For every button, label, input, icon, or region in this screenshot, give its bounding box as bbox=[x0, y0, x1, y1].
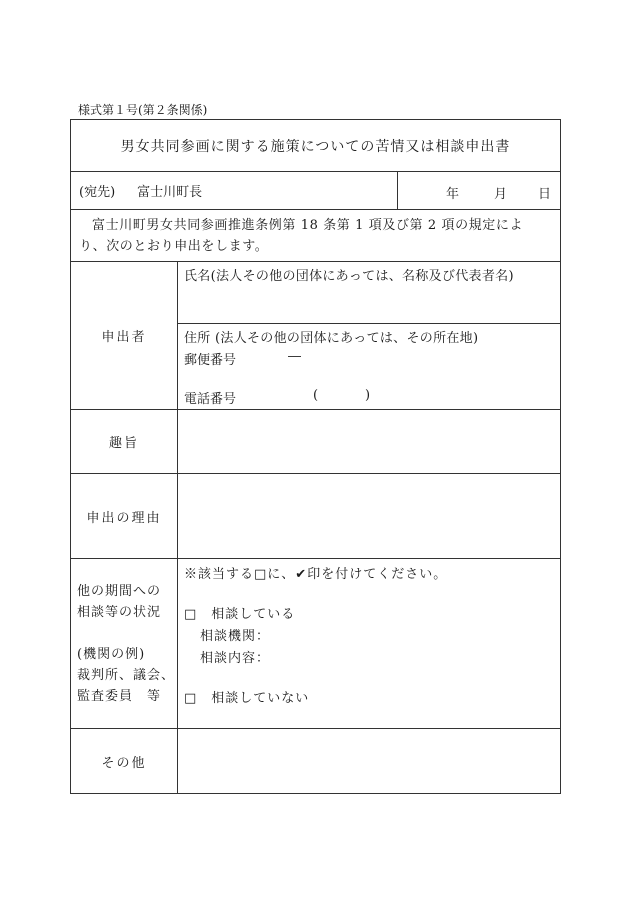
applicant-label-cell bbox=[71, 262, 178, 409]
date-month-label: 月 bbox=[494, 187, 508, 202]
phone-paren-open: ( bbox=[313, 388, 319, 403]
other-agency-field bbox=[178, 559, 560, 728]
consulting-agency-field[interactable]: 相談機関： bbox=[200, 629, 271, 644]
applicant-label: 申出者 bbox=[101, 330, 147, 345]
applicant-name-field[interactable] bbox=[178, 262, 560, 324]
agency-example-line-2: 裁判所、議会、 bbox=[77, 668, 176, 683]
not-consulting-checkbox-option[interactable]: □ 相談していない bbox=[184, 691, 310, 706]
purpose-label-cell bbox=[71, 410, 178, 473]
form-title-row bbox=[71, 120, 560, 172]
misc-field[interactable] bbox=[178, 729, 560, 793]
consulting-checkbox-option[interactable]: □ 相談している bbox=[184, 607, 296, 622]
intro-line-2: り、次のとおり申出をします。 bbox=[79, 239, 269, 254]
check-instruction bbox=[184, 563, 447, 582]
postal-code-label: 郵便番号 bbox=[184, 353, 237, 368]
purpose-field[interactable] bbox=[178, 410, 560, 473]
form-number-label: 様式第１号(第２条関係) bbox=[78, 103, 208, 117]
misc-row bbox=[71, 729, 560, 793]
phone-number-label: 電話番号 bbox=[184, 392, 237, 407]
other-agency-label-line-2: 相談等の状況 bbox=[77, 605, 162, 620]
other-agency-label-line-1: 他の期間への bbox=[77, 584, 162, 599]
check-instruction-pre: ※該当する□に、 bbox=[184, 567, 296, 582]
intro-row bbox=[71, 210, 560, 262]
addressee-name: 富士川町長 bbox=[137, 185, 203, 200]
date-day-label: 日 bbox=[538, 187, 552, 202]
other-agency-label-cell bbox=[71, 559, 178, 728]
consulting-content-field[interactable]: 相談内容： bbox=[200, 651, 271, 666]
phone-paren-close: ) bbox=[365, 388, 371, 403]
applicant-name-label: 氏名(法人その他の団体にあっては、名称及び代表者名) bbox=[184, 269, 514, 284]
addressee-label: (宛先) bbox=[79, 185, 116, 200]
misc-label: その他 bbox=[101, 755, 147, 771]
date-year-label: 年 bbox=[446, 187, 460, 202]
reason-field[interactable] bbox=[178, 474, 560, 558]
reason-label: 申出の理由 bbox=[86, 510, 162, 526]
other-agency-row bbox=[71, 559, 560, 729]
check-instruction-post: 印を付けてください。 bbox=[307, 567, 448, 582]
purpose-row bbox=[71, 410, 560, 474]
reason-label-cell bbox=[71, 474, 178, 558]
complaint-form-table bbox=[70, 119, 561, 794]
reason-row bbox=[71, 474, 560, 559]
agency-example-line-3: 監査委員 等 bbox=[77, 689, 162, 704]
postal-code-dash: ― bbox=[288, 349, 301, 364]
date-cell[interactable] bbox=[398, 172, 560, 209]
addressee-cell bbox=[71, 172, 398, 209]
form-title: 男女共同参画に関する施策についての苦情又は相談申出書 bbox=[120, 138, 511, 155]
applicant-row bbox=[71, 262, 560, 410]
applicant-address-label: 住所 (法人その他の団体にあっては、その所在地) bbox=[184, 331, 479, 346]
agency-example-line-1: (機関の例) bbox=[77, 647, 146, 662]
addressee-row bbox=[71, 172, 560, 210]
intro-line-1: 富士川町男女共同参画推進条例第 18 条第 1 項及び第 2 項の規定によ bbox=[92, 218, 524, 233]
applicant-address-field[interactable] bbox=[178, 324, 560, 409]
checkmark-icon: ✔ bbox=[295, 567, 308, 582]
misc-label-cell bbox=[71, 729, 178, 793]
purpose-label: 趣旨 bbox=[108, 436, 139, 451]
applicant-info-cell bbox=[178, 262, 560, 409]
